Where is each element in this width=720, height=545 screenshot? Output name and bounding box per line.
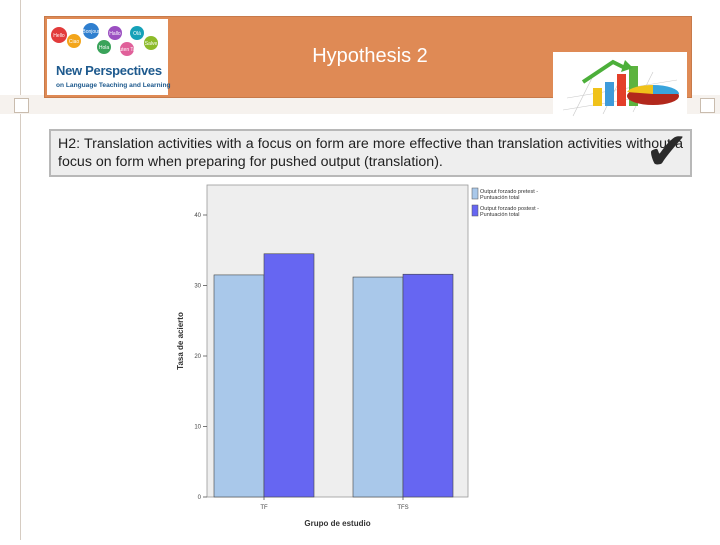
bar-chart-svg — [167, 180, 569, 540]
y-axis-label: Tasa de acierto — [176, 312, 185, 370]
bar-TF-0 — [214, 275, 264, 497]
legend-swatch — [472, 188, 478, 199]
right-square-marker — [700, 98, 715, 113]
bar-chart — [167, 180, 569, 540]
legend-label: Output forzado postest - — [480, 206, 540, 212]
svg-text:Hallo: Hallo — [109, 31, 121, 37]
slide-title: Hypothesis 2 — [312, 45, 428, 67]
svg-text:Bonjour: Bonjour — [82, 29, 100, 35]
y-tick-label: 40 — [194, 213, 201, 219]
legend-label-cont: Puntuación total — [480, 212, 520, 218]
svg-text:Guten Tag: Guten Tag — [115, 47, 139, 53]
svg-text:Salve: Salve — [144, 41, 158, 47]
bar-TFS-0 — [353, 277, 403, 497]
x-axis-label: Grupo de estudio — [304, 519, 371, 528]
svg-text:Olá: Olá — [133, 31, 141, 37]
logo — [47, 19, 171, 95]
bar-TFS-1 — [403, 274, 453, 497]
logo-subtitle: on Language Teaching and Learning — [56, 82, 171, 89]
speech-bubbles-icon — [47, 19, 168, 63]
y-tick-label: 10 — [194, 424, 201, 431]
svg-text:Hola: Hola — [98, 45, 110, 51]
logo-title: New Perspectives — [56, 63, 162, 78]
y-tick-label: 0 — [197, 495, 201, 501]
y-tick-label: 20 — [194, 354, 201, 360]
svg-text:Hello: Hello — [53, 33, 65, 39]
left-square-marker — [14, 98, 29, 113]
legend-swatch — [472, 205, 478, 216]
bar-pie-chart-icon — [553, 52, 687, 119]
x-tick-label: TFS — [397, 505, 409, 511]
legend-label: Output forzado pretest - — [480, 189, 539, 195]
check-mark-icon: ✔ — [645, 123, 689, 181]
hypothesis-statement: H2: Translation activities with a focus on form are more effective than translation activities without a focus on form when preparing for pushed output (translation). — [49, 129, 692, 177]
x-tick-label: TF — [260, 505, 268, 511]
left-vertical-rule — [20, 0, 21, 540]
bar-TF-1 — [264, 254, 314, 497]
legend-label-cont: Puntuación total — [480, 195, 520, 201]
svg-text:Ciao: Ciao — [68, 39, 80, 45]
y-tick-label: 30 — [194, 283, 201, 290]
